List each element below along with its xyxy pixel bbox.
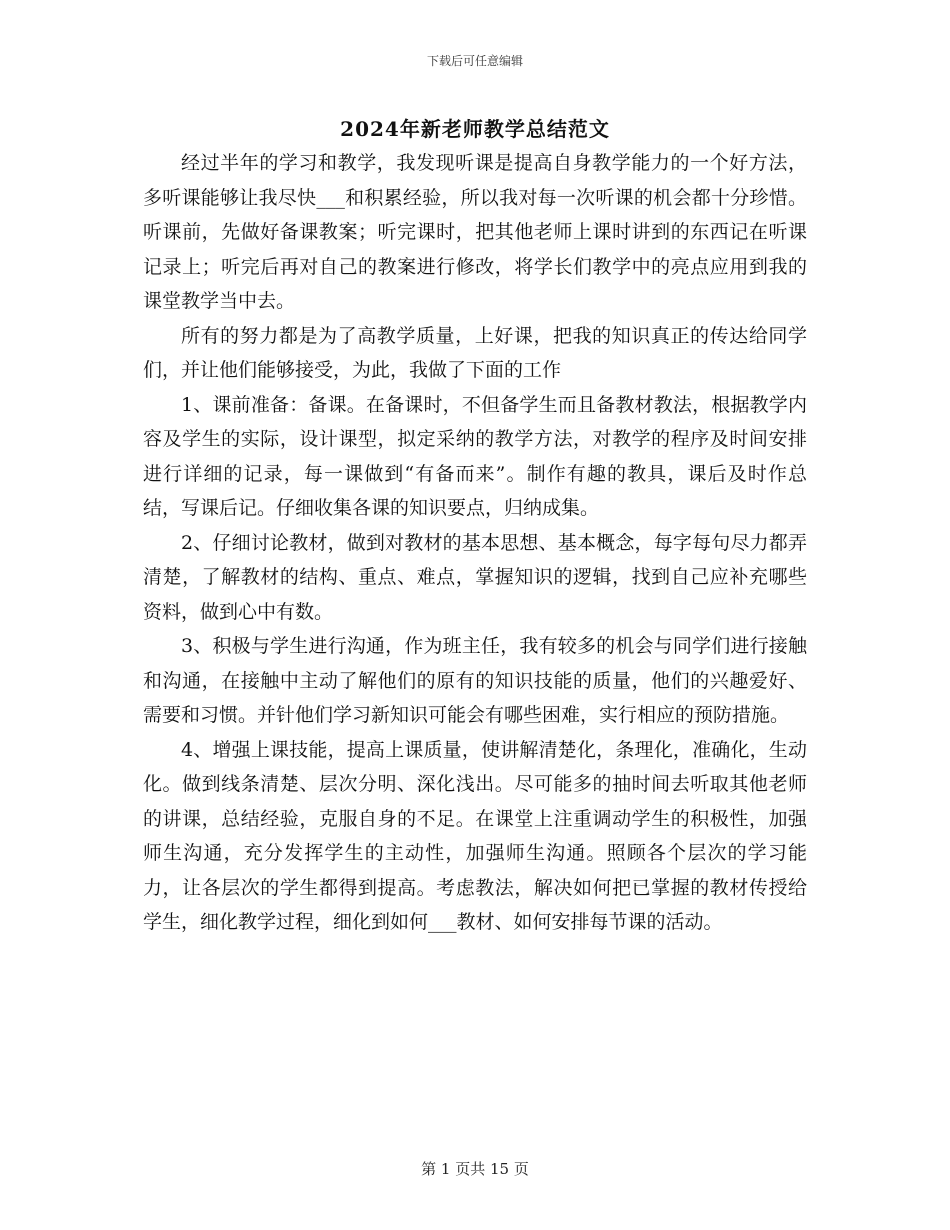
document-title: 2024年新老师教学总结范文 — [340, 117, 610, 141]
paragraph-item-2: 2、仔细讨论教材，做到对教材的基本思想、基本概念，每字每句尽力都弄清楚，了解教材的结构、重点、难点，掌握知识的逻辑，找到自己应补充哪些资料，做到心中有数。 — [143, 531, 807, 623]
paragraph-effort: 所有的努力都是为了高教学质量，上好课，把我的知识真正的传达给同学们，并让他们能够接受，为此，我做了下面的工作 — [143, 324, 807, 381]
paragraph-item-3: 3、积极与学生进行沟通，作为班主任，我有较多的机会与同学们进行接触和沟通，在接触中主动了解他们的原有的知识技能的质量，他们的兴趣爱好、需要和习惯。并针他们学习新知识可能会有哪些困难，实行相应的预防措施。 — [143, 635, 807, 726]
page-indicator: 第 1 页共 15 页 — [421, 1160, 529, 1178]
document-body — [143, 146, 807, 940]
header-note: 下载后可任意编辑 — [426, 54, 523, 68]
paragraph-item-4: 4、增强上课技能，提高上课质量，使讲解清楚化，条理化，准确化，生动化。做到线条清楚、层次分明、深化浅出。尽可能多的抽时间去听取其他老师的讲课，总结经验，克服自身的不足。在课堂上注重调动学生的积极性，加强师生沟通，充分发挥学生的主动性，加强师生沟通。照顾各个层次的学习能力，让各层次的学生都得到提高。考虑教法，解决如何把已掌握的教材传授给学生，细化教学过程，细化到如何___教材、如何安排每节课的活动。 — [143, 738, 807, 933]
paragraph-intro: 经过半年的学习和教学，我发现听课是提高自身教学能力的一个好方法，多听课能够让我尽快___和积累经验，所以我对每一次听课的机会都十分珍惜。听课前，先做好备课教案；听完课时，把其他老师上课时讲到的东西记在听课记录上；听完后再对自己的教案进行修改，将学长们教学中的亮点应用到我的课堂教学当中去。 — [143, 152, 807, 312]
paragraph-item-1: 1、课前准备：备课。在备课时，不但备学生而且备教材教法，根据教学内容及学生的实际，设计课型，拟定采纳的教学方法，对教学的程序及时间安排进行详细的记录，每一课做到“有备而来”。制作有趣的教具，课后及时作总结，写课后记。仔细收集各课的知识要点，归纳成集。 — [143, 393, 807, 519]
